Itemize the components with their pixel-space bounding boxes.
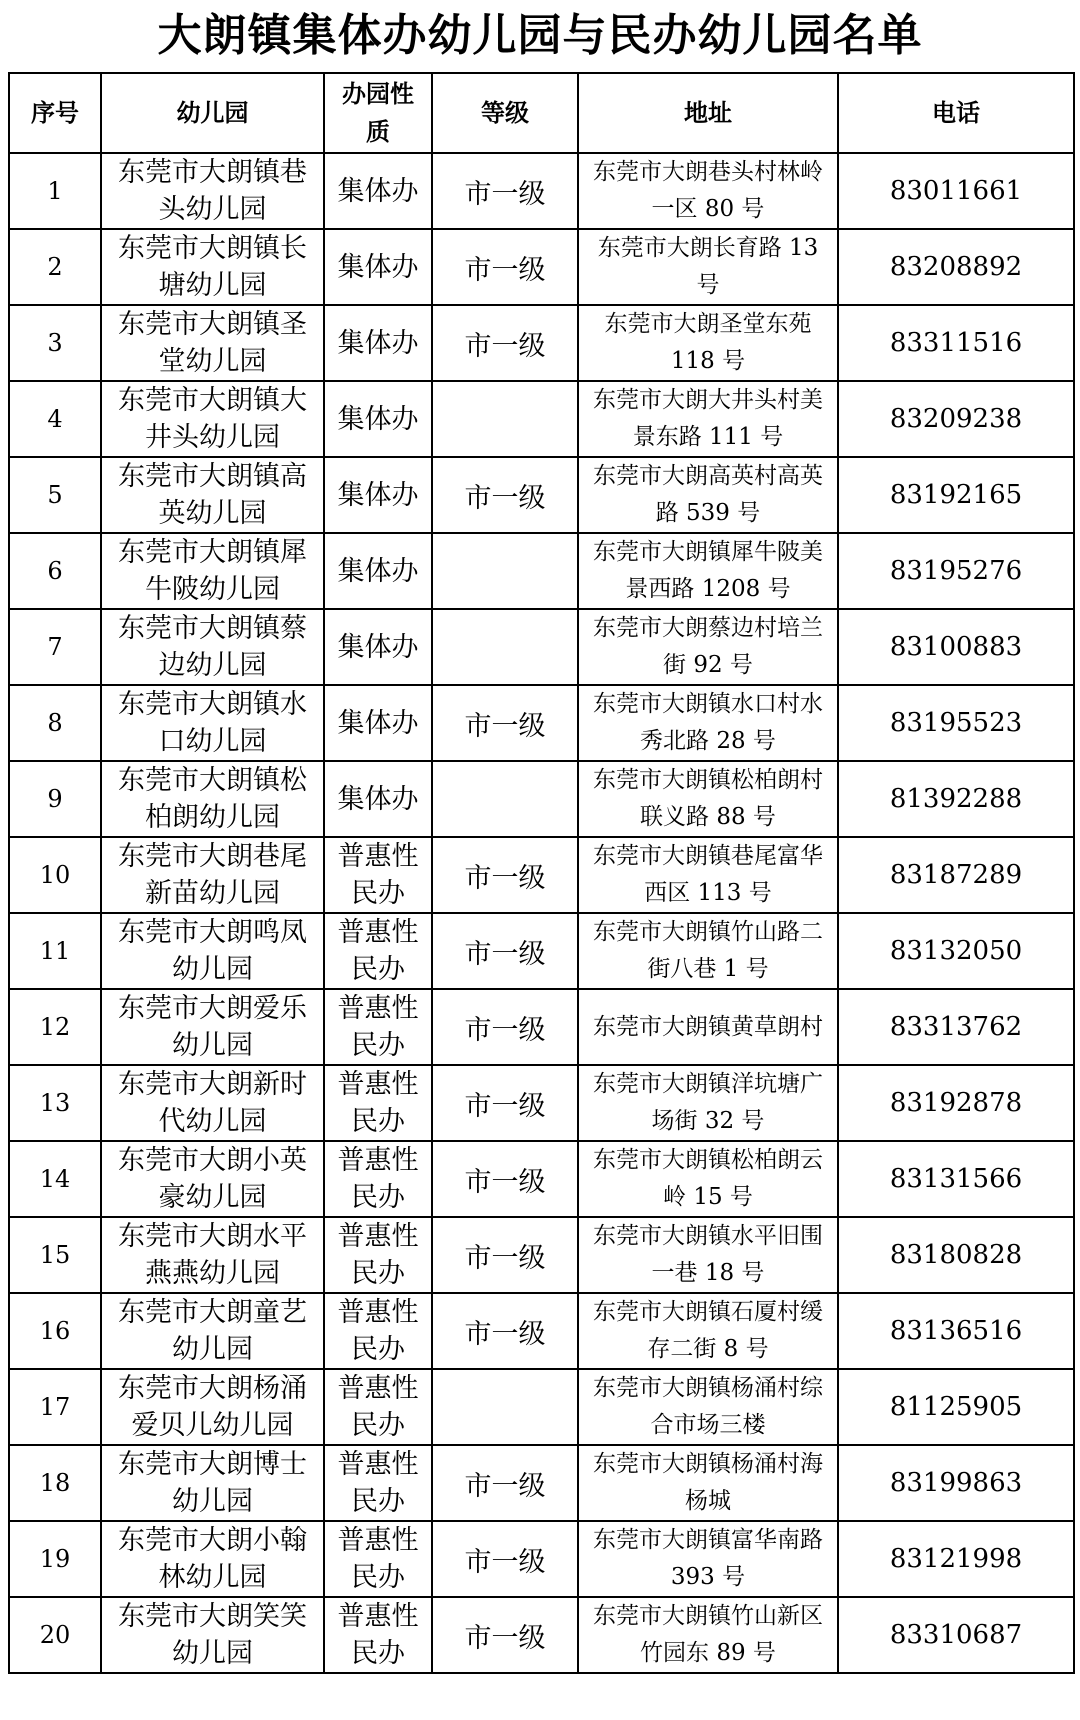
cell-kindergarten-name: 东莞市大朗博士幼儿园 [101,1445,324,1521]
cell-index: 17 [9,1369,101,1445]
cell-kindergarten-name: 东莞市大朗镇巷头幼儿园 [101,153,324,229]
header-type: 办园性质 [324,73,432,153]
table-row [9,153,1074,229]
table-row [9,1369,1074,1445]
cell-kindergarten-name: 东莞市大朗童艺幼儿园 [101,1293,324,1369]
cell-ownership-type: 普惠性民办 [324,989,432,1065]
cell-ownership-type: 普惠性民办 [324,1217,432,1293]
cell-address: 东莞市大朗圣堂东苑 118 号 [578,305,838,381]
cell-phone: 83310687 [838,1597,1074,1673]
cell-phone: 83311516 [838,305,1074,381]
cell-level [432,761,578,837]
cell-index: 7 [9,609,101,685]
cell-phone: 81125905 [838,1369,1074,1445]
cell-phone: 83132050 [838,913,1074,989]
cell-index: 10 [9,837,101,913]
cell-phone: 83100883 [838,609,1074,685]
table-row [9,685,1074,761]
cell-index: 20 [9,1597,101,1673]
cell-index: 14 [9,1141,101,1217]
cell-kindergarten-name: 东莞市大朗镇松柏朗幼儿园 [101,761,324,837]
cell-address: 东莞市大朗镇杨涌村海杨城 [578,1445,838,1521]
cell-index: 18 [9,1445,101,1521]
cell-phone: 83313762 [838,989,1074,1065]
cell-kindergarten-name: 东莞市大朗镇蔡边幼儿园 [101,609,324,685]
table-row [9,1065,1074,1141]
cell-level [432,533,578,609]
cell-level: 市一级 [432,153,578,229]
table-row [9,229,1074,305]
table-row [9,609,1074,685]
cell-address: 东莞市大朗镇富华南路 393 号 [578,1521,838,1597]
cell-ownership-type: 普惠性民办 [324,837,432,913]
cell-phone: 83195276 [838,533,1074,609]
cell-ownership-type: 普惠性民办 [324,1369,432,1445]
cell-address: 东莞市大朗镇杨涌村综合市场三楼 [578,1369,838,1445]
table-row [9,837,1074,913]
cell-phone: 83131566 [838,1141,1074,1217]
cell-ownership-type: 普惠性民办 [324,1141,432,1217]
header-name: 幼儿园 [101,73,324,153]
cell-ownership-type: 普惠性民办 [324,1293,432,1369]
table-row [9,1521,1074,1597]
cell-level: 市一级 [432,1217,578,1293]
cell-phone: 83192165 [838,457,1074,533]
cell-phone: 83121998 [838,1521,1074,1597]
cell-level: 市一级 [432,1521,578,1597]
cell-ownership-type: 集体办 [324,229,432,305]
cell-level [432,609,578,685]
table-row [9,913,1074,989]
cell-phone: 83011661 [838,153,1074,229]
cell-phone: 83180828 [838,1217,1074,1293]
cell-kindergarten-name: 东莞市大朗镇大井头幼儿园 [101,381,324,457]
cell-phone: 81392288 [838,761,1074,837]
cell-address: 东莞市大朗镇松柏朗云岭 15 号 [578,1141,838,1217]
cell-level: 市一级 [432,1445,578,1521]
cell-ownership-type: 集体办 [324,533,432,609]
cell-kindergarten-name: 东莞市大朗水平燕燕幼儿园 [101,1217,324,1293]
cell-kindergarten-name: 东莞市大朗鸣凤幼儿园 [101,913,324,989]
cell-ownership-type: 集体办 [324,153,432,229]
cell-level: 市一级 [432,229,578,305]
cell-index: 6 [9,533,101,609]
table-row [9,761,1074,837]
header-row [9,73,1074,153]
cell-index: 1 [9,153,101,229]
cell-ownership-type: 普惠性民办 [324,1521,432,1597]
cell-level: 市一级 [432,989,578,1065]
table-row [9,457,1074,533]
table-row [9,1217,1074,1293]
cell-index: 13 [9,1065,101,1141]
page-title: 大朗镇集体办幼儿园与民办幼儿园名单 [157,10,923,61]
cell-index: 3 [9,305,101,381]
cell-address: 东莞市大朗镇巷尾富华西区 113 号 [578,837,838,913]
cell-ownership-type: 集体办 [324,457,432,533]
table-row [9,989,1074,1065]
cell-ownership-type: 集体办 [324,761,432,837]
table-row [9,305,1074,381]
cell-index: 4 [9,381,101,457]
cell-kindergarten-name: 东莞市大朗爱乐幼儿园 [101,989,324,1065]
cell-kindergarten-name: 东莞市大朗笑笑幼儿园 [101,1597,324,1673]
table-body [9,153,1074,1673]
cell-ownership-type: 集体办 [324,305,432,381]
cell-address: 东莞市大朗蔡边村培兰街 92 号 [578,609,838,685]
cell-level: 市一级 [432,1065,578,1141]
cell-phone: 83192878 [838,1065,1074,1141]
table-row [9,381,1074,457]
cell-phone: 83208892 [838,229,1074,305]
cell-address: 东莞市大朗镇水平旧围一巷 18 号 [578,1217,838,1293]
table-header [9,73,1074,153]
cell-address: 东莞市大朗高英村高英路 539 号 [578,457,838,533]
cell-index: 11 [9,913,101,989]
cell-level [432,381,578,457]
cell-ownership-type: 普惠性民办 [324,913,432,989]
cell-address: 东莞市大朗镇洋坑塘广场街 32 号 [578,1065,838,1141]
cell-level: 市一级 [432,457,578,533]
cell-address: 东莞市大朗长育路 13 号 [578,229,838,305]
cell-level: 市一级 [432,1141,578,1217]
cell-address: 东莞市大朗镇石厦村缓存二街 8 号 [578,1293,838,1369]
cell-address: 东莞市大朗镇犀牛陂美景西路 1208 号 [578,533,838,609]
cell-level: 市一级 [432,685,578,761]
cell-ownership-type: 普惠性民办 [324,1445,432,1521]
cell-level: 市一级 [432,1597,578,1673]
table-row [9,1445,1074,1521]
table-row [9,533,1074,609]
cell-ownership-type: 集体办 [324,381,432,457]
table-row [9,1597,1074,1673]
cell-address: 东莞市大朗镇黄草朗村 [578,989,838,1065]
cell-address: 东莞市大朗镇松柏朗村联义路 88 号 [578,761,838,837]
cell-level: 市一级 [432,913,578,989]
cell-address: 东莞市大朗巷头村林岭一区 80 号 [578,153,838,229]
cell-kindergarten-name: 东莞市大朗镇高英幼儿园 [101,457,324,533]
cell-kindergarten-name: 东莞市大朗镇圣堂幼儿园 [101,305,324,381]
cell-level: 市一级 [432,305,578,381]
cell-address: 东莞市大朗大井头村美景东路 111 号 [578,381,838,457]
cell-phone: 83136516 [838,1293,1074,1369]
cell-kindergarten-name: 东莞市大朗镇长塘幼儿园 [101,229,324,305]
cell-index: 12 [9,989,101,1065]
cell-address: 东莞市大朗镇水口村水秀北路 28 号 [578,685,838,761]
cell-kindergarten-name: 东莞市大朗新时代幼儿园 [101,1065,324,1141]
cell-kindergarten-name: 东莞市大朗镇水口幼儿园 [101,685,324,761]
cell-kindergarten-name: 东莞市大朗小英豪幼儿园 [101,1141,324,1217]
cell-phone: 83187289 [838,837,1074,913]
cell-index: 9 [9,761,101,837]
cell-index: 8 [9,685,101,761]
cell-phone: 83195523 [838,685,1074,761]
cell-kindergarten-name: 东莞市大朗巷尾新苗幼儿园 [101,837,324,913]
cell-index: 16 [9,1293,101,1369]
cell-ownership-type: 普惠性民办 [324,1065,432,1141]
cell-phone: 83209238 [838,381,1074,457]
kindergarten-table [8,72,1075,1674]
cell-ownership-type: 集体办 [324,685,432,761]
table-row [9,1141,1074,1217]
header-idx: 序号 [9,73,101,153]
header-level: 等级 [432,73,578,153]
cell-level: 市一级 [432,1293,578,1369]
cell-level [432,1369,578,1445]
cell-phone: 83199863 [838,1445,1074,1521]
cell-ownership-type: 集体办 [324,609,432,685]
cell-ownership-type: 普惠性民办 [324,1597,432,1673]
cell-index: 2 [9,229,101,305]
header-address: 地址 [578,73,838,153]
cell-address: 东莞市大朗镇竹山路二街八巷 1 号 [578,913,838,989]
cell-address: 东莞市大朗镇竹山新区竹园东 89 号 [578,1597,838,1673]
cell-index: 19 [9,1521,101,1597]
cell-kindergarten-name: 东莞市大朗镇犀牛陂幼儿园 [101,533,324,609]
cell-level: 市一级 [432,837,578,913]
cell-kindergarten-name: 东莞市大朗小翰林幼儿园 [101,1521,324,1597]
cell-index: 5 [9,457,101,533]
table-row [9,1293,1074,1369]
header-phone: 电话 [838,73,1074,153]
cell-kindergarten-name: 东莞市大朗杨涌爱贝儿幼儿园 [101,1369,324,1445]
cell-index: 15 [9,1217,101,1293]
